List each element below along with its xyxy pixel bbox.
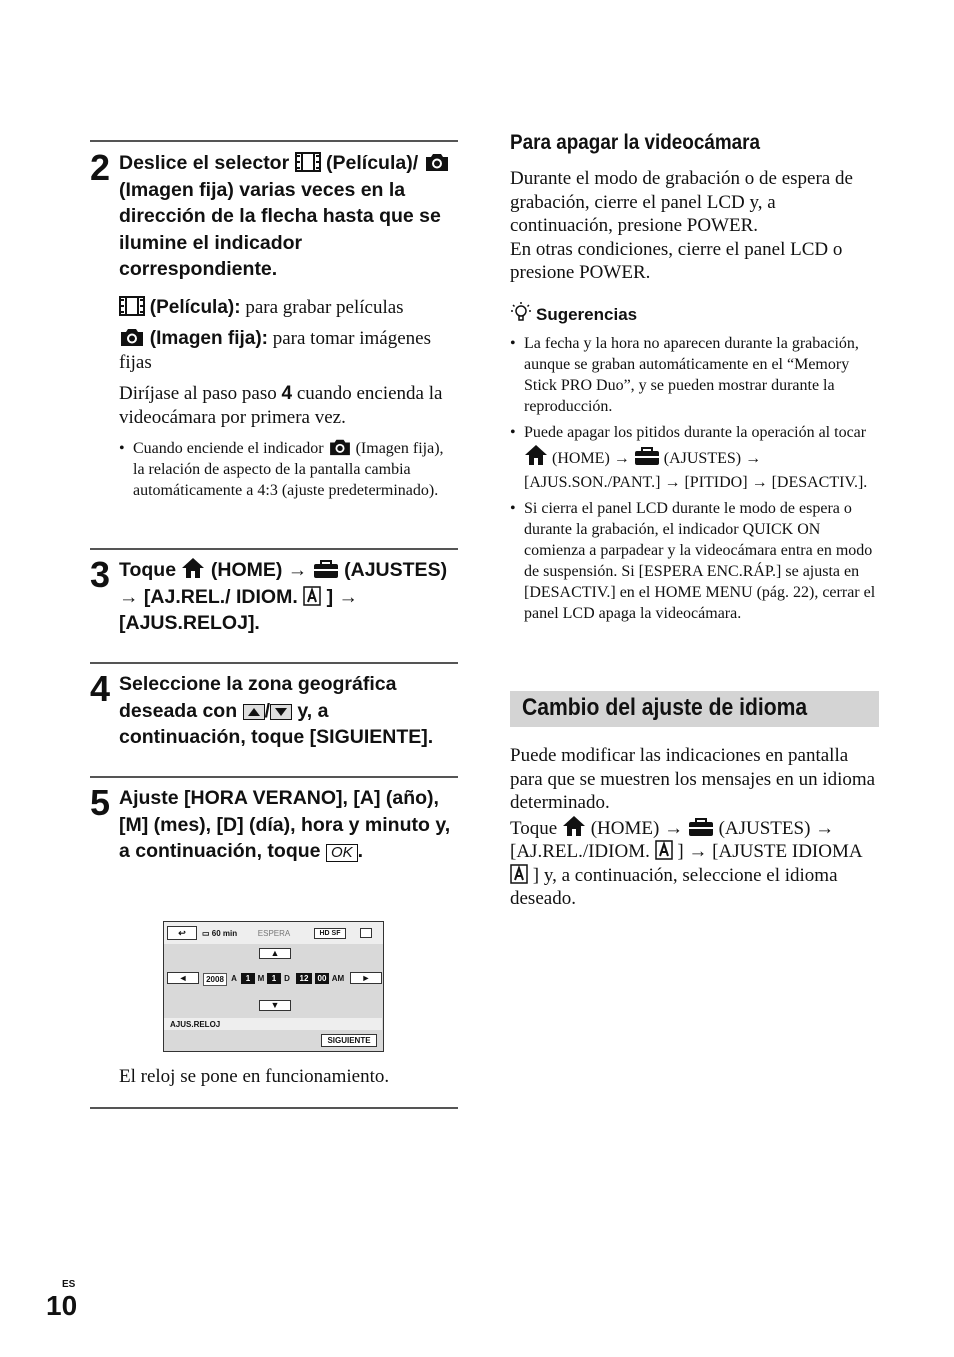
down-arrow-button-icon xyxy=(270,704,292,720)
lcd-day-label: D xyxy=(284,974,290,983)
lcd-year-label: A xyxy=(231,974,237,983)
camera-icon xyxy=(119,327,145,347)
language-p2: Toque (HOME) → (AJUSTES) → [AJ.REL./IDIOM. ] → [AJUSTE IDIOMA ] y, a continuación, seleccione el idioma deseado. xyxy=(510,815,880,911)
step-3-heading: Toque (HOME) → (AJUSTES) → [AJ.REL./ IDIOM. ] → [AJUS.RELOJ]. xyxy=(119,559,448,634)
ok-button-icon: OK xyxy=(326,844,358,862)
step-number: 5 xyxy=(90,782,111,823)
still-desc: (Imagen fija): para tomar imágenes fijas xyxy=(119,328,431,373)
lightbulb-icon xyxy=(510,301,532,323)
tip-2: • Puede apagar los pitidos durante la operación al tocar (HOME) → (AJUSTES) → [AJUS.SON./PANT.] → [PITIDO] → [DESACTIV.]. xyxy=(510,421,880,495)
step-number: 3 xyxy=(90,554,111,595)
lcd-down-button[interactable]: ▼ xyxy=(259,1000,291,1011)
power-off-p1: Durante el modo de grabación o de espera de grabación, cierre el panel LCD y, a continuación, presione POWER. xyxy=(510,168,853,236)
film-icon xyxy=(295,152,321,172)
tip-1: • La fecha y la hora no aparecen durante la grabación, aunque se graban automáticamente en el “Memory Stick PRO Duo”, y se pueden mostrar durante la reproducción. xyxy=(510,333,880,417)
language-section xyxy=(510,744,880,911)
toolbox-icon xyxy=(313,559,339,579)
lcd-quality: HD SF xyxy=(314,928,346,939)
movie-desc: (Película): para grabar películas xyxy=(119,296,458,320)
step-3 xyxy=(90,554,458,637)
step-2 xyxy=(90,147,458,501)
power-off-section xyxy=(510,131,880,624)
toolbox-icon xyxy=(688,817,714,837)
lcd-right-button[interactable]: ► xyxy=(350,972,382,984)
rule-step3 xyxy=(90,548,458,550)
step-5 xyxy=(90,782,458,865)
lcd-month-label: M xyxy=(257,974,265,983)
step-4-heading: Seleccione la zona geográfica deseada con / y, a continuación, toque [SIGUIENTE]. xyxy=(119,673,434,748)
home-icon xyxy=(181,557,205,579)
goto-step: Diríjase al paso paso 4 cuando encienda la videocámara por primera vez. xyxy=(119,383,443,428)
lcd-ampm: AM xyxy=(331,974,345,983)
language-section-header xyxy=(510,691,879,727)
step-number: 2 xyxy=(90,147,111,188)
step-4 xyxy=(90,668,458,751)
tips-title: Sugerencias xyxy=(536,304,638,324)
rule-step4 xyxy=(90,662,458,664)
lcd-status: ESPERA xyxy=(257,929,291,938)
camera-icon xyxy=(328,438,352,456)
language-a-icon xyxy=(655,840,673,860)
lcd-hour: 12 xyxy=(296,973,312,984)
rule-top xyxy=(90,140,458,142)
lcd-up-button[interactable]: ▲ xyxy=(259,948,291,959)
home-icon xyxy=(524,444,548,466)
lcd-day: 1 xyxy=(267,973,281,984)
language-p1: Puede modificar las indicaciones en pantalla para que se muestren los mensajes en un idioma determinado. xyxy=(510,745,876,813)
rule-step5 xyxy=(90,776,458,778)
step-5-caption: El reloj se pone en funcionamiento. xyxy=(119,1066,390,1087)
home-icon xyxy=(562,815,586,837)
language-section-title: Cambio del ajuste de idioma xyxy=(522,694,808,721)
step-2-note: • Cuando enciende el indicador (Imagen fija), la relación de aspecto de la pantalla cambia automáticamente a 4:3 (ajuste predeterminado). xyxy=(119,438,458,501)
rule-bottom xyxy=(90,1107,458,1109)
camera-icon xyxy=(424,152,450,172)
power-off-p2: En otras condiciones, cierre el panel LCD o presione POWER. xyxy=(510,238,843,283)
lcd-clock-screen xyxy=(163,921,384,1052)
tip-3: • Si cierra el panel LCD durante le modo de espera o durante la grabación, el indicador QUICK ON comienza a parpadear y la videocámara entra en modo de suspensión. Si [ESPERA ENC.RÁP.] se ajusta en [DESACTIV.] en el HOME MENU (pág. 22), cerrar el panel LCD apaga la videocámara. xyxy=(510,498,880,624)
step-2-heading: Deslice el selector (Película)/ (Imagen fija) varias veces en la dirección de la flecha hasta que se ilumine el indicador correspondiente. xyxy=(119,150,458,283)
footer-language-code: ES xyxy=(62,1279,76,1290)
lcd-back-button[interactable]: ↩ xyxy=(167,926,197,940)
power-off-title: Para apagar la videocámara xyxy=(510,131,761,154)
tips-header xyxy=(510,301,880,325)
lcd-menu-name: AJUS.RELOJ xyxy=(170,1020,221,1029)
lcd-minute: 00 xyxy=(315,973,329,984)
lcd-month: 1 xyxy=(241,973,255,984)
step-number: 4 xyxy=(90,668,111,709)
page-number: 10 xyxy=(46,1290,78,1321)
lcd-card-icon xyxy=(360,928,372,938)
lcd-next-button[interactable]: SIGUIENTE xyxy=(321,1034,377,1047)
lcd-year: 2008 xyxy=(203,973,227,986)
toolbox-icon xyxy=(634,446,660,466)
step-5-heading: Ajuste [HORA VERANO], [A] (año), [M] (mes), [D] (día), hora y minuto y, a continuación, toque OK . xyxy=(119,787,451,862)
language-a-icon xyxy=(510,864,528,884)
lcd-battery: ▭ 60 min xyxy=(202,929,238,938)
language-a-icon xyxy=(303,586,321,606)
lcd-left-button[interactable]: ◄ xyxy=(167,972,199,984)
up-arrow-button-icon xyxy=(243,704,265,720)
film-icon xyxy=(119,296,145,316)
